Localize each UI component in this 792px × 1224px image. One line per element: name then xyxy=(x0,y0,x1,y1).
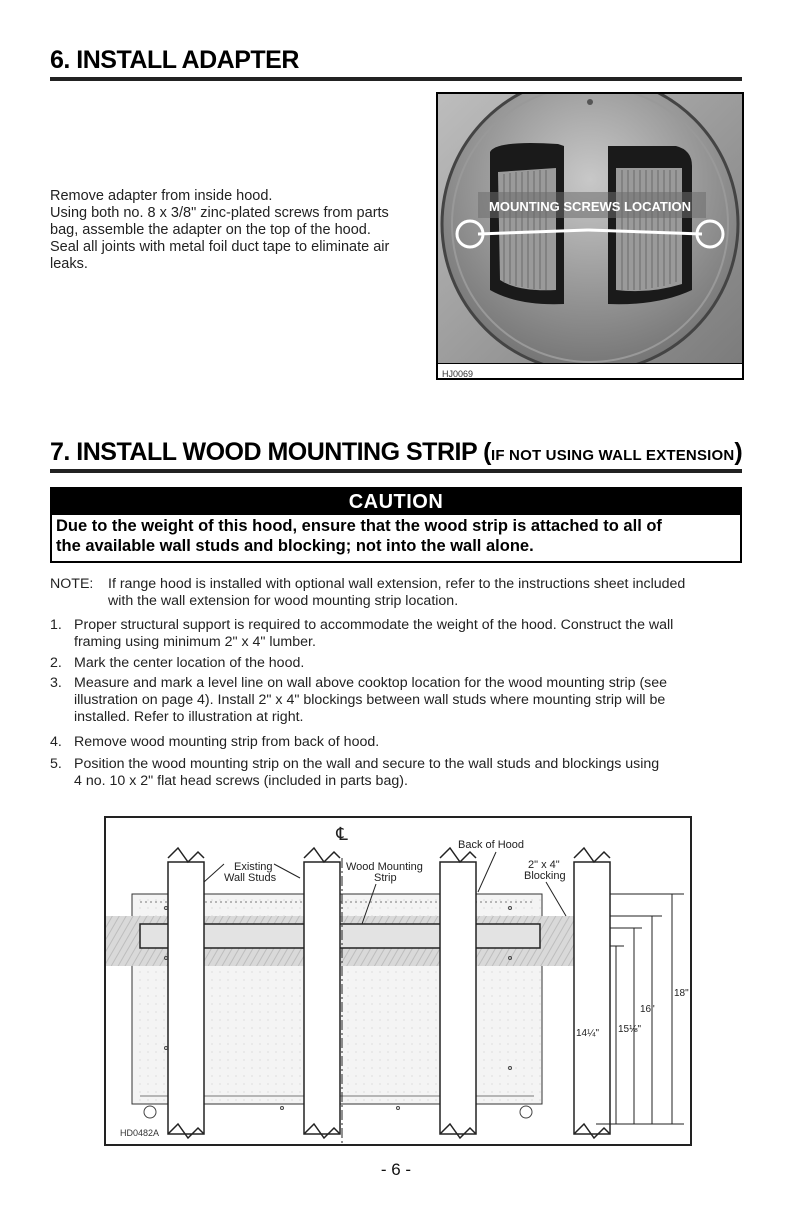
mounting-strip-diagram xyxy=(104,816,692,1146)
section-7-title-close: ) xyxy=(734,438,743,466)
step-number: 4. xyxy=(50,734,62,750)
label-existing: Existing xyxy=(234,861,273,873)
wall-stud xyxy=(304,862,340,1134)
diagram-code: HD0482A xyxy=(120,1128,160,1138)
caution-line: Due to the weight of this hood, ensure that the wood strip is attached to all of xyxy=(56,517,662,535)
step-line: illustration on page 4). Install 2" x 4" blockings between wall studs where mounting strip will be xyxy=(74,692,666,708)
adapter-photo-illustration xyxy=(438,94,742,378)
caution-message xyxy=(52,515,740,559)
list-item xyxy=(50,617,742,651)
wall-stud xyxy=(440,862,476,1134)
step-line: 4 no. 10 x 2" flat head screws (included in parts bag). xyxy=(74,773,408,789)
photo-code: HJ0069 xyxy=(442,369,474,379)
note-label: NOTE: xyxy=(50,576,94,592)
step-number: 3. xyxy=(50,675,62,691)
list-item xyxy=(50,675,742,726)
step-line: framing using minimum 2" x 4" lumber. xyxy=(74,634,316,650)
list-item xyxy=(50,655,742,672)
adapter-photo xyxy=(436,92,744,380)
wall-stud xyxy=(574,862,610,1134)
note-line: If range hood is installed with optional wall extension, refer to the instructions sheet included xyxy=(108,576,686,592)
page-number: - 6 - xyxy=(380,1160,412,1179)
section-7-rule xyxy=(50,469,742,473)
dimension-15-1-8: 15⅛" xyxy=(618,1024,642,1035)
step-line: installed. Refer to illustration at right. xyxy=(74,709,304,725)
label-blocking: Blocking xyxy=(524,870,566,882)
dimension-14-1-4: 14¼" xyxy=(576,1028,600,1039)
step-line: Mark the center location of the hood. xyxy=(74,655,305,671)
label-blocking-size: 2" x 4" xyxy=(528,859,560,871)
paragraph-line: Seal all joints with metal foil duct tape to eliminate air xyxy=(50,239,390,255)
section-6-paragraph xyxy=(50,188,430,273)
section-6-rule xyxy=(50,77,742,81)
caution-box xyxy=(50,487,742,563)
step-line: Position the wood mounting strip on the wall and secure to the wall studs and blockings using xyxy=(74,756,660,772)
note-line: with the wall extension for wood mounting strip location. xyxy=(108,593,459,609)
section-7-title-sub: IF NOT USING WALL EXTENSION xyxy=(490,447,735,464)
label-back-of-hood: Back of Hood xyxy=(458,839,525,851)
list-item xyxy=(50,734,742,751)
list-item xyxy=(50,756,742,790)
step-number: 2. xyxy=(50,655,62,671)
photo-code-strip xyxy=(438,363,742,378)
label-strip: Strip xyxy=(374,872,397,884)
paragraph-line: Remove adapter from inside hood. xyxy=(50,188,273,204)
paragraph-line: bag, assemble the adapter on the top of the hood. xyxy=(50,222,371,238)
note xyxy=(50,576,742,610)
section-7-title xyxy=(50,438,742,467)
diagram-drawing xyxy=(106,818,690,1144)
section-6-title: 6. INSTALL ADAPTER xyxy=(50,46,299,74)
label-wood-mounting: Wood Mounting xyxy=(346,861,423,873)
step-line: Measure and mark a level line on wall above cooktop location for the wood mounting strip (see xyxy=(74,675,668,691)
dimension-18: 18" xyxy=(674,988,689,999)
step-line: Proper structural support is required to accommodate the weight of the hood. Construct the wall xyxy=(74,617,674,633)
step-list xyxy=(50,617,742,802)
caution-title: CAUTION xyxy=(52,489,740,515)
mounting-screws-callout: MOUNTING SCREWS LOCATION xyxy=(489,199,691,214)
paragraph-line: Using both no. 8 x 3/8" zinc-plated screws from parts xyxy=(50,205,389,221)
dimension-16: 16" xyxy=(640,1004,655,1015)
section-7-title-main: 7. INSTALL WOOD MOUNTING STRIP ( xyxy=(50,438,491,466)
step-number: 1. xyxy=(50,617,62,633)
paragraph-line: leaks. xyxy=(50,256,88,272)
note-text xyxy=(108,576,742,610)
wall-stud xyxy=(168,862,204,1134)
step-number: 5. xyxy=(50,756,62,772)
label-wall-studs: Wall Studs xyxy=(224,872,277,884)
step-line: Remove wood mounting strip from back of hood. xyxy=(74,734,380,750)
caution-line: the available wall studs and blocking; not into the wall alone. xyxy=(56,537,534,555)
centerline-symbol: ℄ xyxy=(336,824,348,845)
